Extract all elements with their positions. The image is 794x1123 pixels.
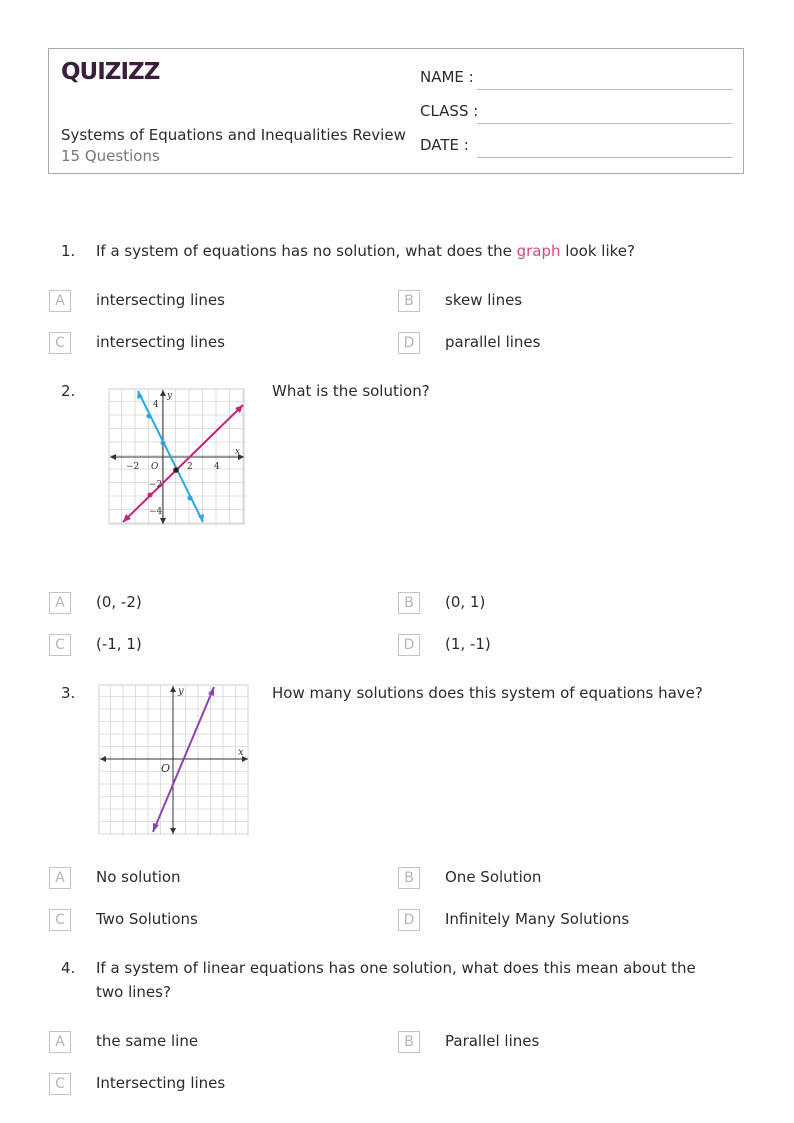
intersection-point bbox=[173, 467, 179, 473]
option-text[interactable]: the same line bbox=[96, 1032, 199, 1050]
question-count: 15 Questions bbox=[61, 147, 160, 165]
origin-label: O bbox=[161, 762, 171, 775]
question-text: What is the solution? bbox=[272, 382, 430, 400]
highlighted-word: graph bbox=[516, 242, 561, 260]
question-text: If a system of linear equations has one solution, what does this mean about the two lines? bbox=[96, 959, 696, 1001]
name-line[interactable] bbox=[477, 89, 733, 90]
x-tick-label: 2 bbox=[187, 462, 193, 472]
class-label: CLASS : bbox=[420, 102, 479, 120]
option-letter-box[interactable]: C bbox=[49, 909, 71, 931]
class-line[interactable] bbox=[477, 123, 733, 124]
worksheet-title: Systems of Equations and Inequalities Review bbox=[61, 126, 406, 144]
option-letter-box[interactable]: C bbox=[49, 634, 71, 656]
option-letter-box[interactable]: B bbox=[398, 290, 420, 312]
option-text[interactable]: Infinitely Many Solutions bbox=[445, 910, 630, 928]
option-letter-box[interactable]: B bbox=[398, 867, 420, 889]
question-number: 3. bbox=[61, 684, 76, 702]
x-tick-label: −2 bbox=[126, 462, 140, 472]
option-text[interactable]: parallel lines bbox=[445, 333, 541, 351]
line-point bbox=[148, 493, 153, 498]
option-text[interactable]: (0, 1) bbox=[445, 593, 486, 611]
option-text[interactable]: Two Solutions bbox=[96, 910, 198, 928]
option-text[interactable]: (0, -2) bbox=[96, 593, 142, 611]
option-letter-box[interactable]: D bbox=[398, 909, 420, 931]
x-axis-label: x bbox=[235, 447, 241, 457]
question-number: 4. bbox=[61, 959, 76, 977]
option-text[interactable]: One Solution bbox=[445, 868, 542, 886]
option-text[interactable]: Parallel lines bbox=[445, 1032, 540, 1050]
question-number: 1. bbox=[61, 242, 76, 260]
q3-graph bbox=[98, 684, 250, 836]
option-letter-box[interactable]: C bbox=[49, 1073, 71, 1095]
name-label: NAME : bbox=[420, 68, 474, 86]
worksheet-header bbox=[48, 48, 744, 174]
line-point bbox=[161, 441, 166, 446]
option-text[interactable]: skew lines bbox=[445, 291, 523, 309]
option-letter-box[interactable]: A bbox=[49, 1031, 71, 1053]
quizizz-logo: QUIZIZZ bbox=[61, 59, 160, 85]
option-letter-box[interactable]: B bbox=[398, 592, 420, 614]
line-point bbox=[147, 414, 152, 419]
date-line[interactable] bbox=[477, 157, 733, 158]
option-letter-box[interactable]: B bbox=[398, 1031, 420, 1053]
y-axis-label: y bbox=[167, 391, 173, 401]
question-text bbox=[96, 239, 635, 263]
x-axis-label: x bbox=[238, 747, 244, 758]
question-number: 2. bbox=[61, 382, 76, 400]
q2-graph bbox=[108, 388, 246, 526]
option-text[interactable]: No solution bbox=[96, 868, 181, 886]
question-text-part: look like? bbox=[560, 242, 635, 260]
question-text-part: If a system of equations has no solution, what does the bbox=[96, 242, 517, 260]
origin-label: O bbox=[151, 462, 159, 472]
option-letter-box[interactable]: D bbox=[398, 332, 420, 354]
option-text[interactable]: Intersecting lines bbox=[96, 1074, 226, 1092]
option-letter-box[interactable]: A bbox=[49, 592, 71, 614]
x-tick-label: 4 bbox=[214, 462, 220, 472]
option-text[interactable]: intersecting lines bbox=[96, 333, 225, 351]
option-letter-box[interactable]: D bbox=[398, 634, 420, 656]
date-label: DATE : bbox=[420, 136, 469, 154]
y-axis-label: y bbox=[178, 686, 184, 697]
option-text[interactable]: (-1, 1) bbox=[96, 635, 142, 653]
option-letter-box[interactable]: A bbox=[49, 867, 71, 889]
line-point bbox=[188, 496, 193, 501]
option-letter-box[interactable]: A bbox=[49, 290, 71, 312]
y-tick-label: 4 bbox=[153, 400, 159, 410]
option-text[interactable]: intersecting lines bbox=[96, 291, 225, 309]
y-tick-label: −4 bbox=[149, 507, 163, 517]
option-text[interactable]: (1, -1) bbox=[445, 635, 491, 653]
option-letter-box[interactable]: C bbox=[49, 332, 71, 354]
question-text: How many solutions does this system of equations have? bbox=[272, 684, 703, 702]
y-tick-label: −2 bbox=[149, 480, 163, 490]
